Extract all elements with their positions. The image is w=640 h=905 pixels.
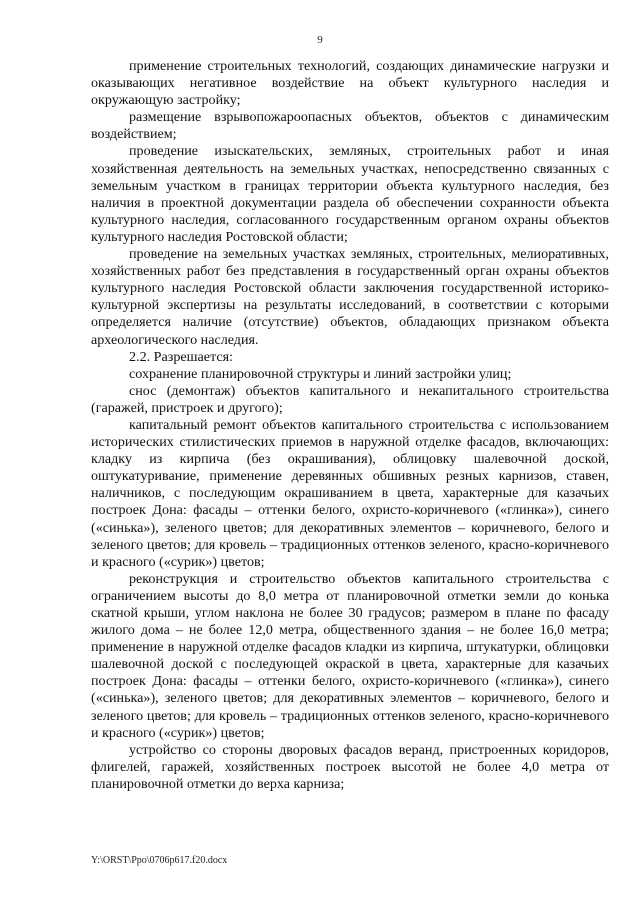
section-heading-allowed: 2.2. Разрешается: [129, 348, 233, 365]
paragraph-allowed-demolition: снос (демонтаж) объектов капитального и некапитального строительства (гаражей, пристроек и другого); [91, 382, 609, 416]
paragraph-allowed-verandas: устройство со стороны дворовых фасадов веранд, пристроенных коридоров, флигелей, гаражей, хозяйственных построек высотой не более 4,0 метра от планировочной отметки до верха карниза; [91, 741, 609, 792]
paragraph-allowed-capital-repair: капитальный ремонт объектов капитального строительства с использованием исторических стилистических приемов в наружной отделке фасадов, включающих: кладку из кирпича (без окрашивания), облицовку шалевочной доской, оштукатуривание, применение деревянных обшивных резных карнизов, ставен, наличников, с последующим окрашиванием в цвета, характерные для казачьих построек Дона: фасады – оттенки белого, охристо-коричневого («глинка»), синего («синька»), зеленого цветов; для декоративных элементов – коричневого, белого и зеленого цветов; для кровель – традиционных оттенков зеленого, красно-коричневого и красного («сурик») цветов; [91, 416, 609, 570]
file-path-footer: Y:\ORST\Ppo\0706p617.f20.docx [91, 855, 228, 866]
paragraph-prohibition-survey-works: проведение изыскательских, земляных, строительных работ и иная хозяйственная деятельность на земельных участках, непосредственно связанных с земельным участком в границах территории объекта культурного наследия, без наличия в проектной документации раздела об обеспечении сохранности объекта культурного наследия, согласованного государственным органом охраны объектов культурного наследия Ростовской области; [91, 143, 609, 245]
paragraph-allowed-reconstruction: реконструкция и строительство объектов капитального строительства с ограничением высоты до 8,0 метра от планировочной отметки земли до конька скатной крыши, углом наклона не более 30 градусов; размером в плане по фасаду жилого дома – не более 12,0 метра, общественного здания – не более 16,0 метра; применение в наружной отделке фасадов кладки из кирпича, штукатурки, облицовки шалевочной доской с последующей окраской в цвета, характерные для казачьих построек Дона: фасады – оттенки белого, охристо-коричневого («глинка»), синего («синька»), зеленого цветов; для декоративных элементов – коричневого, белого и зеленого цветов; для кровель – традиционных оттенков зеленого, красно-коричневого и красного («сурик») цветов; [91, 570, 609, 741]
page-number: 9 [317, 34, 323, 46]
paragraph-prohibition-dynamic-loads: применение строительных технологий, создающих динамические нагрузки и оказывающих негативное воздействие на объект культурного наследия и окружающую застройку; [91, 58, 609, 109]
document-body [91, 58, 609, 793]
paragraph-prohibition-land-works: проведение на земельных участках земляных, строительных, мелиоративных, хозяйственных работ без представления в государственный орган охраны объектов культурного наследия Ростовской области заключения государственной историко-культурной экспертизы на результаты исследований, в соответствии с которыми определяется наличие (отсутствие) объектов, обладающих признаком объекта археологического наследия. [91, 246, 609, 348]
paragraph-prohibition-explosive-objects: размещение взрывопожароопасных объектов, объектов с динамическим воздействием; [91, 109, 609, 143]
paragraph-allowed-street-structure: сохранение планировочной структуры и линий застройки улиц; [129, 365, 512, 382]
